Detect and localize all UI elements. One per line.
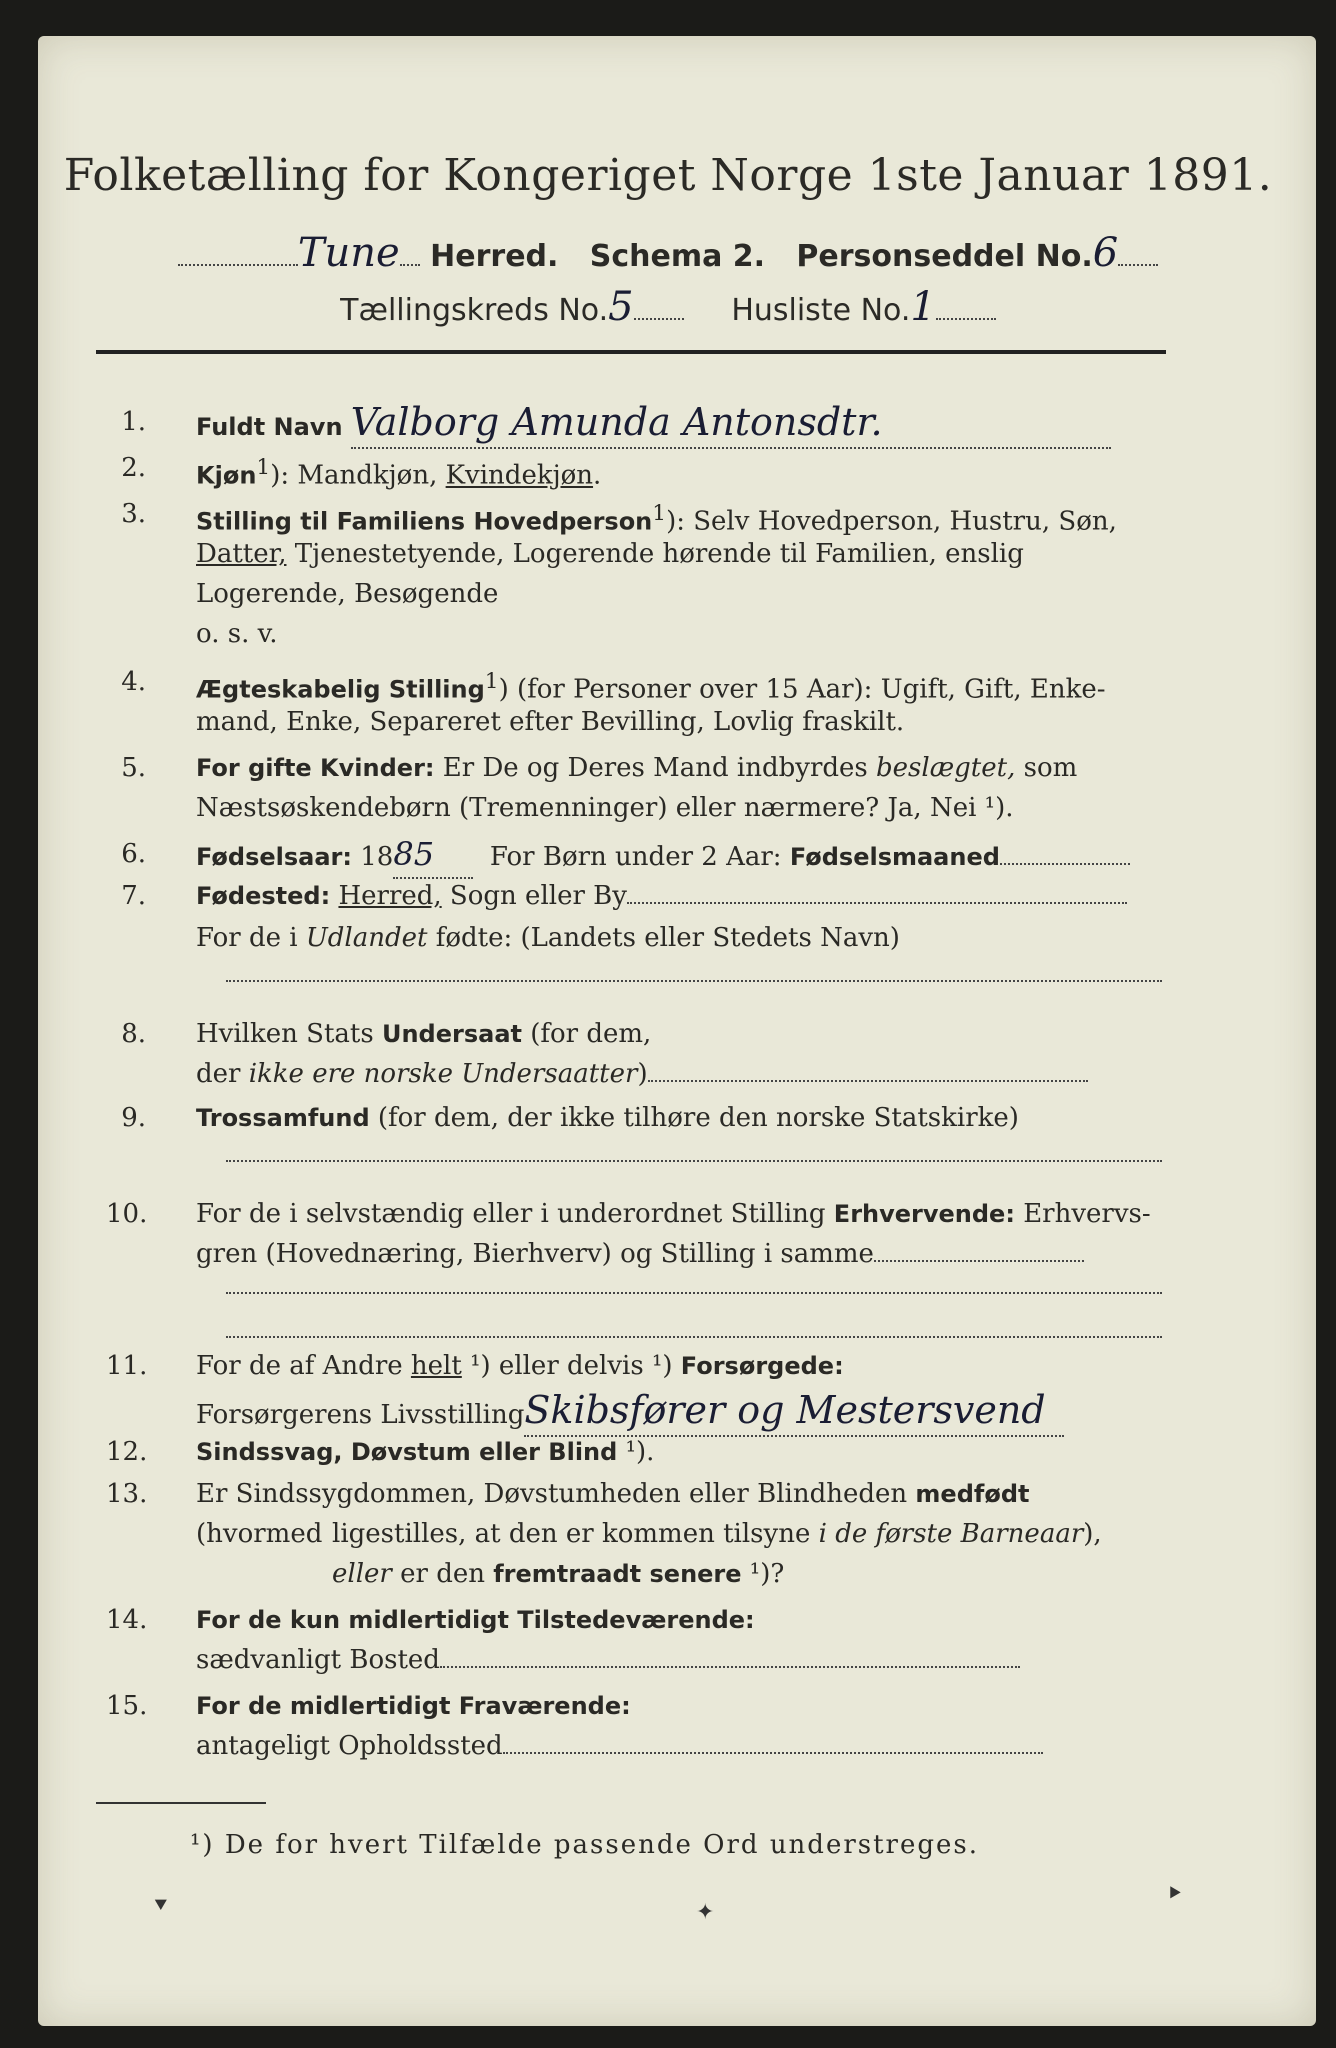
q2-selected: Kvindekjøn	[445, 460, 594, 491]
q13-fremtraadt: fremtraadt senere	[493, 1560, 742, 1588]
q3-line3: Logerende, Besøgende	[196, 579, 499, 609]
q7-line2b: fødte: (Landets eller Stedets Navn)	[427, 923, 900, 953]
q13-line1c: (hvormed	[196, 1519, 323, 1549]
kreds-label: Tællingskreds No.	[340, 293, 609, 328]
q1-number: 1.	[121, 407, 146, 437]
q4-line1: ) (for Personer over 15 Aar): Ugift, Gift, Enke-	[498, 674, 1106, 705]
q9-field[interactable]	[226, 1160, 1162, 1162]
footnote-divider	[96, 1802, 266, 1804]
personseddel-label: Personseddel No.	[796, 239, 1093, 274]
q15-field[interactable]	[503, 1752, 1043, 1754]
q2-number: 2.	[121, 453, 146, 483]
q1-field[interactable]	[351, 402, 1111, 449]
q6-label: Fødselsaar:	[196, 843, 352, 871]
q15-line2: antageligt Opholdssted	[196, 1731, 503, 1761]
q8-label: Undersaat	[381, 1020, 522, 1048]
q13-line3c: ¹)?	[741, 1559, 785, 1589]
q14-line2: sædvanligt Bosted	[196, 1645, 440, 1675]
schema-label: Schema 2.	[589, 239, 766, 274]
q13-medfodt: medfødt	[915, 1480, 1030, 1508]
q14-number: 14.	[106, 1605, 148, 1635]
q10-line1a: For de i selvstændig eller i underordnet Stilling	[196, 1199, 834, 1229]
q6-label2: For Børn under 2 Aar:	[489, 842, 782, 872]
q7-line2-italic: Udlandet	[305, 923, 428, 953]
q13-line2b: ),	[1083, 1519, 1102, 1549]
q15-label: For de midlertidigt Fraværende:	[196, 1692, 631, 1720]
q6-label3: Fødselsmaaned	[789, 843, 1000, 871]
herred-label: Herred.	[430, 239, 559, 274]
q13-line3a: er den	[391, 1559, 494, 1589]
q6-year-field[interactable]	[393, 834, 473, 879]
q8-line2b: )	[637, 1059, 648, 1089]
q10-label: Erhvervende:	[833, 1200, 1015, 1228]
form-subheader	[0, 230, 1336, 276]
q3-number: 3.	[121, 499, 146, 529]
q1-label: Fuldt Navn	[196, 413, 343, 441]
q10-field[interactable]	[874, 1260, 1084, 1262]
q8-line2a: der	[196, 1059, 249, 1089]
q11-number: 11.	[106, 1351, 148, 1381]
registration-mark-icon: ⯈	[1166, 1882, 1184, 1907]
q7-label: Fødested:	[196, 882, 331, 910]
q7-number: 7.	[121, 881, 146, 911]
q3-footnote-ref: 1	[652, 501, 667, 526]
q7-field[interactable]	[627, 902, 1127, 904]
q7-selected: Herred,	[338, 881, 442, 911]
q12-number: 12.	[106, 1437, 148, 1467]
q10-number: 10.	[106, 1199, 148, 1229]
q13-line3-italic: eller	[332, 1559, 392, 1589]
q8-line1c: (for dem,	[521, 1019, 652, 1049]
q4-label: Ægteskabelig Stilling	[196, 675, 485, 704]
q14-field[interactable]	[440, 1666, 1020, 1668]
registration-mark-icon: ⯆	[152, 1894, 170, 1919]
header-divider	[96, 350, 1166, 354]
q5-line1b: som	[1015, 753, 1078, 783]
form-title: Folketælling for Kongeriget Norge 1ste Januar 1891.	[63, 150, 1273, 201]
q11-selected: helt	[410, 1351, 462, 1381]
q13-line2-italic: i de første Barneaar	[818, 1519, 1084, 1549]
husliste-label: Husliste No.	[731, 293, 911, 328]
q2-text-a: ): Mandkjøn,	[270, 460, 446, 491]
q11-label: Forsørgede:	[680, 1352, 844, 1380]
q8-field[interactable]	[648, 1080, 1088, 1082]
q12-label: Sindssvag, Døvstum eller Blind	[196, 1438, 618, 1466]
q5-line2: Næstsøskendebørn (Tremenninger) eller nærmere? Ja, Nei ¹).	[196, 793, 1014, 823]
q11-line1a: For de af Andre	[196, 1351, 411, 1381]
q5-line1-italic: beslægtet,	[876, 753, 1016, 783]
q5-label: For gifte Kvinder:	[196, 754, 435, 782]
q10-extra-line-1[interactable]	[226, 1292, 1162, 1294]
kreds-number: 5	[608, 284, 634, 330]
q3-selected: Datter,	[196, 539, 287, 569]
registration-mark-icon: ✦	[696, 1900, 715, 1925]
q4-line2: mand, Enke, Separeret efter Bevilling, Lovlig fraskilt.	[196, 707, 905, 737]
q3-label: Stilling til Familiens Hovedperson	[196, 507, 653, 536]
q6-month-field[interactable]	[1000, 863, 1130, 865]
q10-line1c: Erhvervs-	[1014, 1199, 1151, 1229]
q14-label: For de kun midlertidigt Tilstedeværende:	[196, 1606, 755, 1634]
q2-text-b: .	[593, 460, 602, 491]
q15-number: 15.	[106, 1691, 148, 1721]
q6-year-value: 85	[393, 835, 435, 873]
q7-extra-line[interactable]	[226, 980, 1162, 982]
q4-number: 4.	[121, 667, 146, 697]
q5-number: 5.	[121, 753, 146, 783]
q9-number: 9.	[121, 1103, 146, 1133]
husliste-number: 1	[910, 284, 936, 330]
q3-line2: Tjenestetyende, Logerende hørende til Familien, enslig	[286, 539, 1024, 569]
q6-number: 6.	[121, 839, 146, 869]
q8-line1a: Hvilken Stats	[196, 1019, 382, 1049]
form-subheader-2	[0, 284, 1336, 330]
q8-number: 8.	[121, 1019, 146, 1049]
q3-line4: o. s. v.	[196, 619, 278, 649]
q6-year-prefix: 18	[352, 842, 394, 872]
q9-text: (for dem, der ikke tilhøre den norske Statskirke)	[369, 1103, 1019, 1133]
q12-tail: ¹).	[617, 1437, 655, 1467]
q9-label: Trossamfund	[196, 1104, 370, 1132]
q2-label: Kjøn	[196, 461, 257, 490]
q11-line2: Forsørgerens Livsstilling	[196, 1400, 525, 1430]
q10-extra-line-2[interactable]	[226, 1336, 1162, 1338]
q8-line2-italic: ikke ere norske Undersaatter	[248, 1059, 638, 1089]
q7-text: Sogn eller By	[441, 881, 627, 911]
q2-footnote-ref: 1	[256, 455, 271, 480]
q13-line1a: Er Sindssygdommen, Døvstumheden eller Blindheden	[196, 1479, 916, 1509]
q11-line1b: ¹) eller delvis ¹)	[461, 1351, 681, 1381]
q11-value: Skibsfører og Mestersvend	[524, 1388, 1046, 1432]
q1-name-value: Valborg Amunda Antonsdtr.	[350, 400, 883, 444]
q7-line2a: For de i	[196, 923, 306, 953]
q5-line1a: Er De og Deres Mand indbyrdes	[434, 753, 877, 783]
herred-name: Tune	[297, 230, 400, 276]
q11-field[interactable]	[524, 1390, 1064, 1437]
q13-line2a: ligestilles, at den er kommen tilsyne	[332, 1519, 819, 1549]
q3-line1: ): Selv Hovedperson, Hustru, Søn,	[666, 506, 1117, 537]
q13-number: 13.	[106, 1479, 148, 1509]
personseddel-number: 6	[1092, 230, 1119, 276]
q10-line2: gren (Hovednæring, Bierhverv) og Stilling i samme	[196, 1239, 874, 1269]
footnote: ¹) De for hvert Tilfælde passende Ord understreges.	[190, 1830, 980, 1860]
